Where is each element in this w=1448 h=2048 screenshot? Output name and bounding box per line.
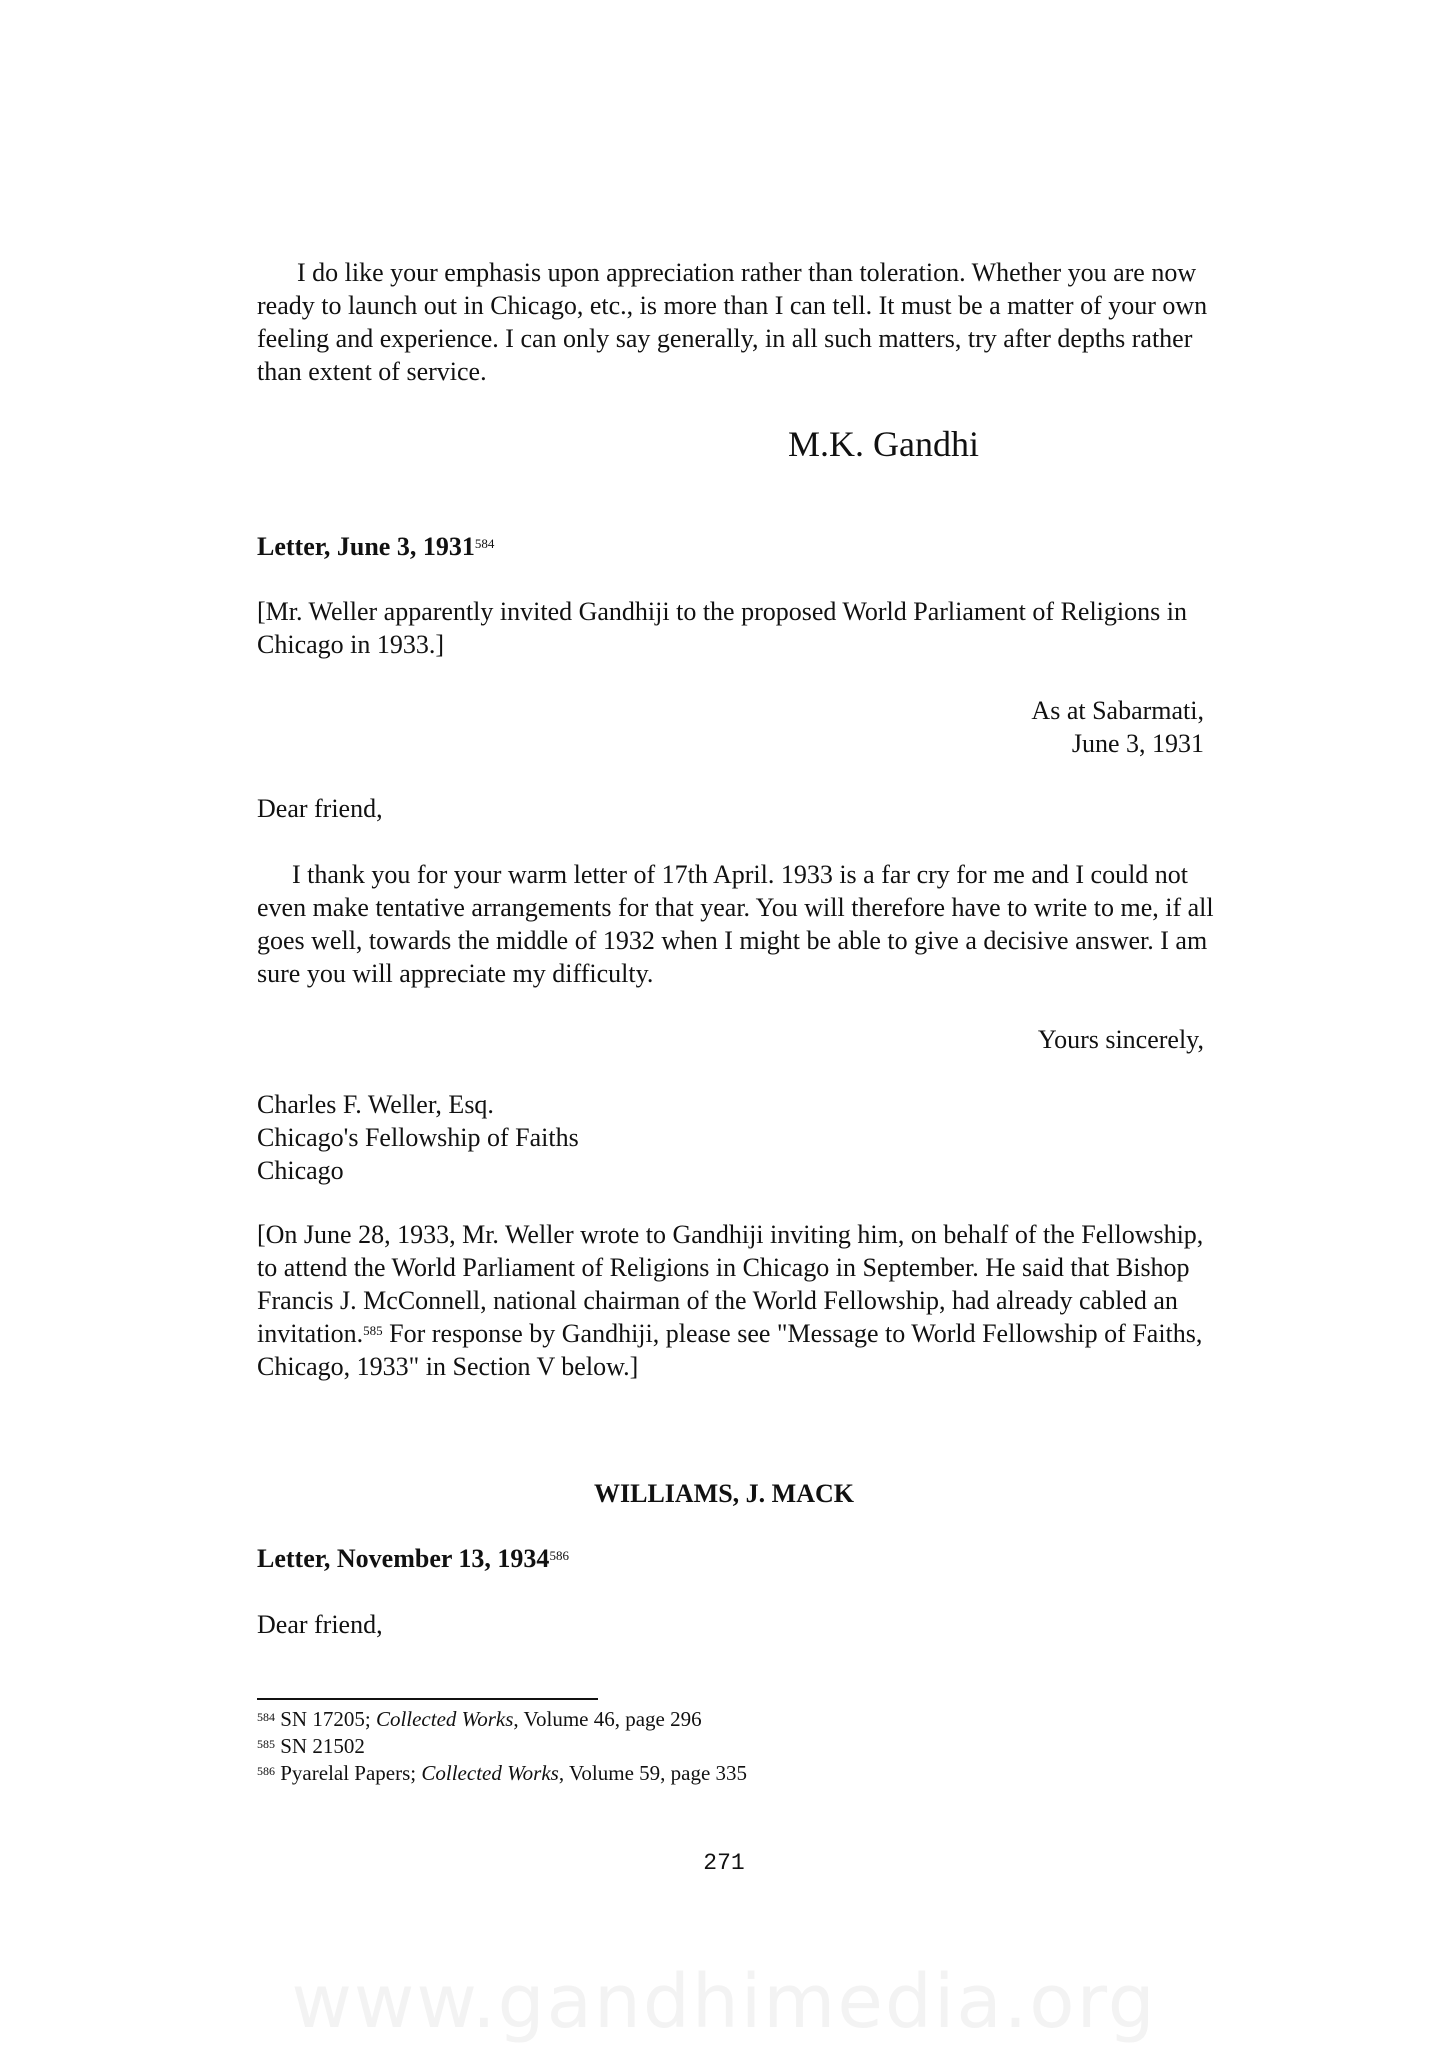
letter1-salutation: Dear friend, — [257, 794, 383, 823]
section-heading: WILLIAMS, J. MACK — [593, 1479, 854, 1508]
letter2-heading — [257, 1542, 569, 1575]
letter2-heading-text: Letter, November 13, 1934 — [257, 1544, 550, 1573]
letter1-editorial-note: [Mr. Weller apparently invited Gandhiji to the proposed World Parliament of Religions in Chicago in 1933.] — [257, 597, 1187, 659]
footnote-text: , Volume 46, page 296 — [513, 1707, 702, 1731]
intro-paragraph: I do like your emphasis upon appreciation rather than toleration. Whether you are now ready to launch out in Chicago, etc., is more than I can tell. It must be a matter of your own feeling and experience. I can only say generally, in all such matters, try after depths rather than extent of service. — [257, 258, 1208, 386]
footnote-584 — [257, 1706, 747, 1733]
addressee-organization: Chicago's Fellowship of Faiths — [257, 1123, 579, 1152]
followup-note-part2: For response by Gandhiji, please see "Message to World Fellowship of Faiths, Chicago, 1933" in Section V below.] — [257, 1319, 1203, 1381]
footnote-text: SN 21502 — [280, 1734, 365, 1758]
footnote-title: Collected Works — [375, 1707, 514, 1731]
letter1-body: I thank you for your warm letter of 17th April. 1933 is a far cry for me and I could not even make tentative arrangements for that year. You will therefore have to write to me, if all goes well, towards the middle of 1932 when I might be able to give a decisive answer. I am sure you will appreciate my difficulty. — [257, 860, 1214, 988]
followup-footnote-ref[interactable]: 585 — [363, 1323, 383, 1338]
page-number: 271 — [703, 1850, 745, 1876]
letter1-place: As at Sabarmati, — [1031, 696, 1204, 725]
addressee-city: Chicago — [257, 1156, 344, 1185]
letter1-closing: Yours sincerely, — [1037, 1025, 1204, 1054]
letter1-followup-note — [257, 1218, 1217, 1383]
footnote-text: SN 17205; — [280, 1707, 376, 1731]
footnote-number: 584 — [257, 1710, 275, 1724]
letter1-date: June 3, 1931 — [1071, 729, 1204, 758]
letter1-footnote-ref[interactable]: 584 — [474, 536, 495, 551]
footnote-divider — [257, 1698, 598, 1700]
footnote-586 — [257, 1760, 747, 1787]
signature: M.K. Gandhi — [788, 424, 979, 464]
addressee-name: Charles F. Weller, Esq. — [257, 1090, 494, 1119]
letter2-footnote-ref[interactable]: 586 — [549, 1548, 569, 1563]
watermark: www.gandhimedia.org — [291, 1959, 1157, 2045]
footnote-585 — [257, 1733, 747, 1760]
footnote-title: Collected Works — [421, 1761, 559, 1785]
footnote-number: 585 — [257, 1737, 275, 1751]
footnote-text: Pyarelal Papers; — [280, 1761, 422, 1785]
followup-note-part1: [On June 28, 1933, Mr. Weller wrote to Gandhiji inviting him, on behalf of the Fellowship, to attend the World Parliament of Religions in Chicago in September. He said that Bishop Francis J. McConnell, national chairman of the World Fellowship, had already cabled an invitation. — [257, 1220, 1204, 1348]
letter2-salutation: Dear friend, — [257, 1610, 383, 1639]
letter1-heading — [257, 530, 494, 563]
footnote-text: , Volume 59, page 335 — [558, 1761, 748, 1785]
letter1-addressee — [257, 1088, 1217, 1187]
footnotes — [257, 1706, 747, 1787]
letter1-heading-text: Letter, June 3, 1931 — [257, 532, 475, 561]
footnote-number: 586 — [257, 1764, 275, 1778]
